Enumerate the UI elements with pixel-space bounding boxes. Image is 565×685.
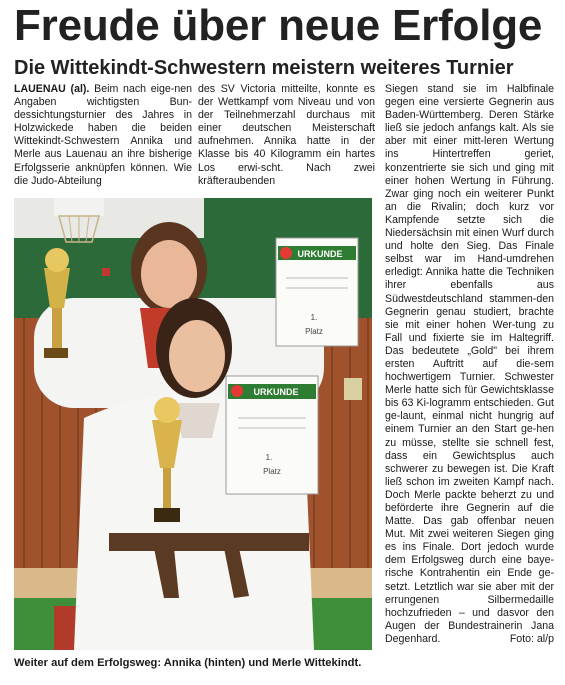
dateline: LAUENAU (al). bbox=[14, 83, 90, 95]
certificate-1-place-word: Platz bbox=[305, 327, 323, 336]
column-2-text: des SV Victoria mitteilte, konnte es der Wettkampf vom Niveau und von der Teilnehmerzahl durchaus mit einer deutschen Meisterschaft aufnehmen. Annika hatte in der Klasse bis 40 Kilogramm ein hartes Los erwi-scht. Nach zwei kräfteraubenden bbox=[198, 83, 375, 187]
column-3-paragraph-2: Schwester Merle hatte sich für Gewichtsklasse bis 63 Ki-logramm entschieden. Gut ge-launt, einmal nicht hungrig auf einem Turnier an den Start ge-hen zu müsse, stellte sie schnell fest, dass ein Gewichtsplus auch schwerer zu bewegen ist. Die Kraft ließ schon im zweiten Kampf nach. Doch Merle packte beherzt zu und beförderte ihre Gegnerin auf die Matte. bbox=[385, 371, 554, 528]
column-3-paragraph-3: Das gab offenbar neuen Mut. Mit zwei weiteren Siegen ging es ins Finale. Dort jedoch wurde dem Erfolgsweg durch eine baye-rische Kontrahentin ein Ende ge-setzt. Letztlich war sie aber mit der errungenen Silbermedaille hochzufrieden – und dasvor den Augen der Bundestrainerin Jana Degenhard. bbox=[385, 515, 554, 645]
article-column-1 bbox=[14, 83, 192, 188]
column-3-paragraph-1: Siegen stand sie im Halbfinale gegen eine versierte Gegnerin aus Baden-Württemberg. Deren Stärke ließ sie jedoch anfangs kalt. Als sie aber mit einer mitt-leren Wertung ins Hintertreffen geriet, konzentrierte sie sich und ging mit einer hohen Wertung in Führung. Zwar ging noch ein weiterer Punkt an die Rivalin; doch kurz vor Kampfende setzte sich die Niedersächsin mit einen Wurf durch und holte den Sieg. Das Finale selbst war im Hand-umdrehen erledigt: Annika hatte die Techniken ihrer ebenfalls aus Südwestdeutschland stammen-den Gegnerin genau studiert, brachte sie mit einer hohen Wer-tung zu Fall und fixierte sie im Haltegriff. Das bedeutete „Gold" bei ihrem ersten Auftritt auf die-sem hochwertigem Turnier. bbox=[385, 83, 554, 384]
column-1-text: Beim nach eige-nen Angaben wichtigsten Bun-dessichtungsturnier des Jahres in Holzwickede haben die beiden Wittekindt-Schwestern Annika und Merle aus Lauenau an ihre bisherige Erfolgsserie anknüpfen können. Wie die Judo-Abteilung bbox=[14, 83, 192, 187]
certificate-2-place-word: Platz bbox=[263, 467, 281, 476]
photo-illustration bbox=[14, 198, 372, 650]
headline: Freude über neue Erfolge bbox=[14, 1, 543, 50]
article-column-3 bbox=[385, 83, 554, 646]
certificate-2-title: URKUNDE bbox=[253, 387, 299, 397]
photo-caption: Weiter auf dem Erfolgsweg: Annika (hinten) und Merle Wittekindt. bbox=[14, 657, 362, 669]
article-photo bbox=[14, 198, 372, 650]
article-column-2 bbox=[198, 83, 375, 188]
certificate-1-title: URKUNDE bbox=[297, 249, 343, 259]
certificate-2-place: 1. bbox=[265, 453, 273, 462]
photo-credit: Foto: al/p bbox=[509, 632, 554, 645]
certificate-1-place: 1. bbox=[310, 313, 318, 322]
subheadline: Die Wittekindt-Schwestern meistern weiteres Turnier bbox=[14, 57, 514, 79]
